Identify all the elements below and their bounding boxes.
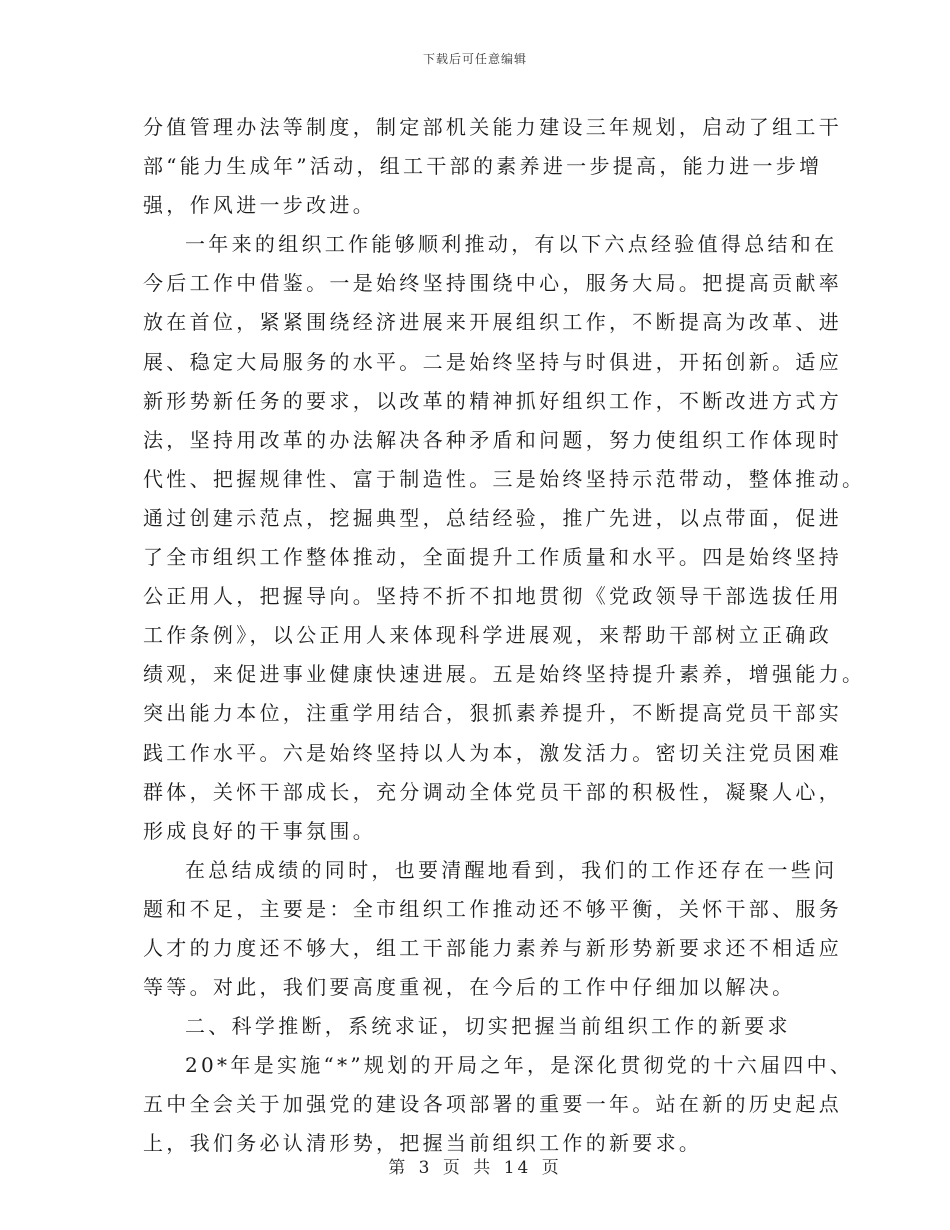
text-line: 代性、把握规律性、富于制造性。三是始终坚持示范带动，整体推动。: [143, 466, 866, 491]
page-header: 下载后可任意编辑: [422, 52, 527, 66]
section-heading: 二、科学推断，系统求证，切实把握当前组织工作的新要求: [185, 1014, 791, 1039]
text-line: 突出能力本位，注重学用结合，狠抓素养提升，不断提高党员干部实: [143, 701, 842, 726]
text-line: 今后工作中借鉴。一是始终坚持围绕中心，服务大局。把提高贡献率: [143, 271, 842, 296]
text-line: 人才的力度还不够大，组工干部能力素养与新形势新要求还不相适应: [143, 935, 842, 960]
text-line: 新形势新任务的要求，以改革的精神抓好组织工作，不断改进方式方: [143, 388, 842, 413]
text-line: 展、稳定大局服务的水平。二是始终坚持与时俱进，开拓创新。适应: [143, 349, 842, 374]
text-line: 法，坚持用改革的办法解决各种矛盾和问题，努力使组织工作体现时: [143, 427, 842, 452]
document-body: [143, 108, 866, 1164]
text-line: 放在首位，紧紧围绕经济进展来开展组织工作，不断提高为改革、进: [143, 310, 842, 335]
text-line: 强，作风进一步改进。: [143, 193, 376, 218]
paragraph-first-line: 20*年是实施“*”规划的开局之年，是深化贯彻党的十六届四中、: [185, 1053, 854, 1078]
text-line: 形成良好的干事氛围。: [143, 818, 376, 843]
text-line: 践工作水平。六是始终坚持以人为本，激发活力。密切关注党员困难: [143, 740, 842, 765]
text-line: 上，我们务必认清形势，把握当前组织工作的新要求。: [143, 1131, 703, 1156]
text-line: 等等。对此，我们要高度重视，在今后的工作中仔细加以解决。: [143, 975, 796, 1000]
text-line: 公正用人，把握导向。坚持不折不扣地贯彻《党政领导干部选拔任用: [143, 584, 842, 609]
text-line: 了全市组织工作整体推动，全面提升工作质量和水平。四是始终坚持: [143, 545, 842, 570]
text-line: 题和不足，主要是：全市组织工作推动还不够平衡，关怀干部、服务: [143, 896, 842, 921]
text-line: 绩观，来促进事业健康快速进展。五是始终坚持提升素养，增强能力。: [143, 662, 866, 687]
text-line: 工作条例》，以公正用人来体现科学进展观，来帮助干部树立正确政: [143, 623, 832, 648]
paragraph-first-line: 一年来的组织工作能够顺利推动，有以下六点经验值得总结和在: [185, 232, 838, 257]
text-line: 分值管理办法等制度，制定部机关能力建设三年规划，启动了组工干: [143, 115, 842, 139]
text-line: 部“能力生成年”活动，组工干部的素养进一步提高，能力进一步增: [143, 154, 823, 179]
text-line: 五中全会关于加强党的建设各项部署的重要一年。站在新的历史起点: [143, 1092, 842, 1117]
paragraph-first-line: 在总结成绩的同时，也要清醒地看到，我们的工作还存在一些问: [185, 857, 838, 882]
text-line: 群体，关怀干部成长，充分调动全体党员干部的积极性，凝聚人心，: [143, 779, 842, 804]
text-line: 通过创建示范点，挖掘典型，总结经验，推广先进，以点带面，促进: [143, 505, 842, 530]
page-number-footer: 第 3 页 共 14 页: [388, 1158, 562, 1178]
